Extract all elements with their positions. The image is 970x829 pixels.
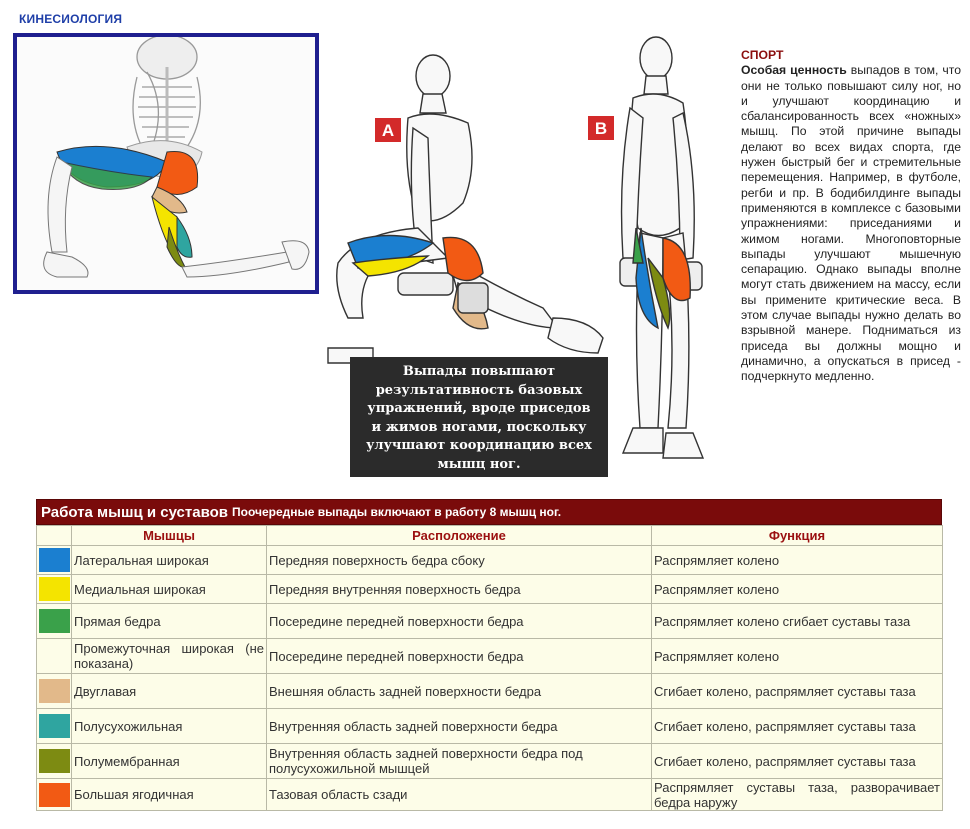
color-swatch xyxy=(39,749,70,773)
muscle-name: Полусухожильная xyxy=(72,709,267,744)
caption-line: упражнений, вроде приседов xyxy=(367,401,591,416)
muscle-table xyxy=(36,499,942,811)
table-row xyxy=(37,546,943,575)
table-row xyxy=(37,779,943,811)
muscle-function: Распрямляет колено xyxy=(652,575,943,604)
color-swatch xyxy=(39,548,70,572)
color-swatch-cell xyxy=(37,604,72,639)
muscle-function: Сгибает колено, распрямляет суставы таза xyxy=(652,709,943,744)
header-muscles: Мышцы xyxy=(72,526,267,546)
skeleton-drawing xyxy=(17,37,315,290)
muscle-name: Промежуточная широкая (не показана) xyxy=(72,639,267,674)
table-row xyxy=(37,674,943,709)
table-header-row xyxy=(37,526,943,546)
color-swatch xyxy=(39,783,70,807)
color-swatch xyxy=(39,577,70,601)
caption-line: результативность базовых xyxy=(375,382,583,398)
muscle-function: Сгибает колено, распрямляет суставы таза xyxy=(652,744,943,779)
color-swatch-cell xyxy=(37,546,72,575)
muscle-name: Большая ягодичная xyxy=(72,779,267,811)
color-swatch-cell xyxy=(37,639,72,674)
muscle-location: Внутренняя область задней поверхности бедра xyxy=(267,709,652,744)
table-subtitle: Поочередные выпады включают в работу 8 мышц ног. xyxy=(232,505,562,519)
sport-lead: Особая ценность xyxy=(741,63,847,78)
muscle-name: Двуглавая xyxy=(72,674,267,709)
table-row xyxy=(37,744,943,779)
color-swatch xyxy=(39,714,70,738)
caption-line: улучшают координацию всех xyxy=(366,438,592,453)
muscle-name: Медиальная широкая xyxy=(72,575,267,604)
table-title-bar xyxy=(36,499,942,525)
label-a: A xyxy=(381,121,395,140)
muscle-name: Латеральная широкая xyxy=(72,546,267,575)
page-title: КИНЕСИОЛОГИЯ xyxy=(19,12,123,26)
sport-paragraph xyxy=(741,63,961,384)
muscle-function: Распрямляет колено xyxy=(652,639,943,674)
table-title: Работа мышц и суставов xyxy=(41,503,228,521)
muscle-location: Тазовая область сзади xyxy=(267,779,652,811)
muscle-function: Распрямляет колено сгибает суставы таза xyxy=(652,604,943,639)
muscle-function: Сгибает колено, распрямляет суставы таза xyxy=(652,674,943,709)
muscle-function: Распрямляет суставы таза, разворачивает бедра наружу xyxy=(652,779,943,811)
color-swatch xyxy=(39,679,70,703)
sport-text: выпадов в том, что они не только повышают силу ног, но и улучшают координацию и сбалансированность всех «ножных» мышц. По этой причине выпады делают во всех видах спорта, где нужен быстрый бег и стремительные перемещения. Например, в футболе, регби и пр. В бодибилдинге выпады применяются в комплексе с базовыми упражнениями: приседаниями и жимом ногами. Многоповторные выпады улучшают мышечную сепарацию. Однако выпады вполне могут стать движением на массу, если вы примените критические веса. В этом случае выпады нужно делать во взрывной манере. Подниматься из приседа вы должны мощно и динамично, а опускаться в присед - подчеркнуто медленно. xyxy=(741,63,961,384)
muscle-location: Внутренняя область задней поверхности бедра под полусухожильной мышцей xyxy=(267,744,652,779)
table-row xyxy=(37,575,943,604)
table-row xyxy=(37,709,943,744)
header-swatch xyxy=(37,526,72,546)
muscle-location: Посередине передней поверхности бедра xyxy=(267,604,652,639)
color-swatch-cell xyxy=(37,779,72,811)
header-function: Функция xyxy=(652,526,943,546)
color-swatch-cell xyxy=(37,709,72,744)
muscle-location: Посередине передней поверхности бедра xyxy=(267,639,652,674)
color-swatch xyxy=(39,644,70,668)
caption-line: мышц ног. xyxy=(437,456,521,472)
muscle-location: Внешняя область задней поверхности бедра xyxy=(267,674,652,709)
figure-caption xyxy=(350,357,608,477)
label-b: B xyxy=(594,119,608,138)
sport-title: СПОРТ xyxy=(741,48,784,62)
figure-a xyxy=(328,55,603,363)
muscle-location: Передняя внутренняя поверхность бедра xyxy=(267,575,652,604)
color-swatch xyxy=(39,609,70,633)
header-location: Расположение xyxy=(267,526,652,546)
muscle-name: Полумембранная xyxy=(72,744,267,779)
table-row xyxy=(37,604,943,639)
sport-section xyxy=(741,48,961,385)
table-row xyxy=(37,639,943,674)
muscle-location: Передняя поверхность бедра сбоку xyxy=(267,546,652,575)
color-swatch-cell xyxy=(37,674,72,709)
caption-line: и жимов ногами, поскольку xyxy=(371,419,587,435)
muscle-data-table xyxy=(36,525,943,811)
color-swatch-cell xyxy=(37,575,72,604)
caption-line: Выпады повышают xyxy=(402,364,556,379)
figure-b xyxy=(620,37,703,458)
muscle-function: Распрямляет колено xyxy=(652,546,943,575)
color-swatch-cell xyxy=(37,744,72,779)
skeleton-lunge-illustration xyxy=(13,33,319,294)
muscle-name: Прямая бедра xyxy=(72,604,267,639)
